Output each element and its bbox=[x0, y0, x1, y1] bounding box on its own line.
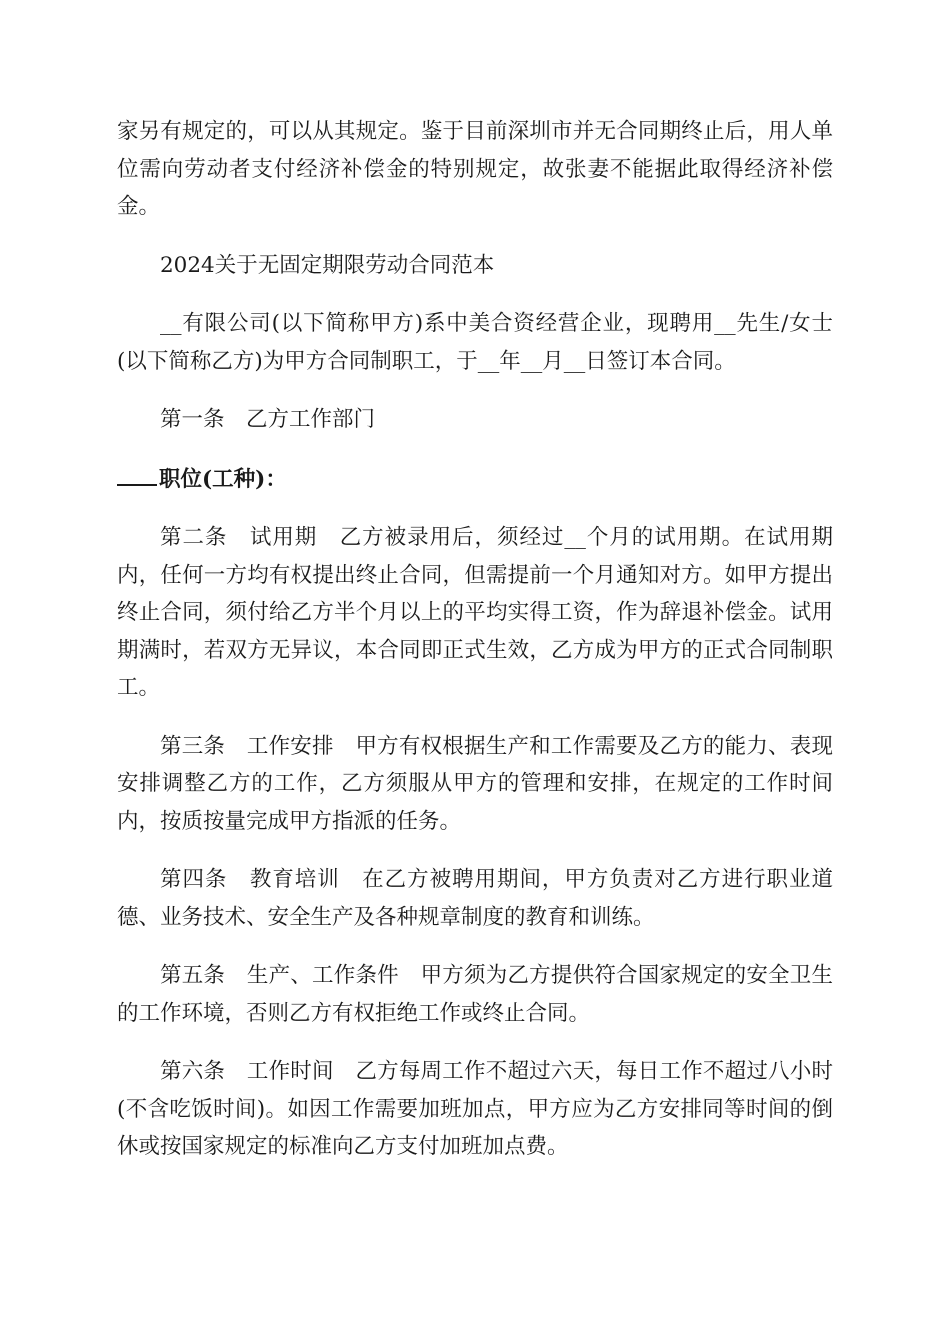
article-3-paragraph: 第三条 工作安排 甲方有权根据生产和工作需要及乙方的能力、表现安排调整乙方的工作，乙方须服从甲方的管理和安排，在规定的工作时间内，按质按量完成甲方指派的任务。 bbox=[117, 733, 833, 834]
position-blank-underline bbox=[117, 460, 157, 486]
document-title: 2024关于无固定期限劳动合同范本 bbox=[160, 252, 495, 278]
intro-continuation-paragraph: 家另有规定的，可以从其规定。鉴于目前深圳市并无合同期终止后，用人单位需向劳动者支付经济补偿金的特别规定，故张妻不能据此取得经济补偿金。 bbox=[117, 119, 833, 219]
position-field-line bbox=[117, 460, 833, 499]
article-4-paragraph: 第四条 教育培训 在乙方被聘用期间，甲方负责对乙方进行职业道德、业务技术、安全生产及各种规章制度的教育和训练。 bbox=[117, 867, 833, 930]
article-2-paragraph: 第二条 试用期 乙方被录用后，须经过__个月的试用期。在试用期内，任何一方均有权提出终止合同，但需提前一个月通知对方。如甲方提出终止合同，须付给乙方半个月以上的平均实得工资，作为辞退补偿金。试用期满时，若双方无异议，本合同即正式生效，乙方成为甲方的正式合同制职工。 bbox=[117, 525, 833, 700]
preamble-paragraph: __有限公司(以下简称甲方)系中美合资经营企业，现聘用__先生/女士(以下简称乙方)为甲方合同制职工，于__年__月__日签订本合同。 bbox=[117, 311, 833, 374]
article-6-paragraph: 第六条 工作时间 乙方每周工作不超过六天，每日工作不超过八小时(不含吃饭时间)。如因工作需要加班加点，甲方应为乙方安排同等时间的倒休或按国家规定的标准向乙方支付加班加点费。 bbox=[117, 1059, 833, 1159]
article-5-paragraph: 第五条 生产、工作条件 甲方须为乙方提供符合国家规定的安全卫生的工作环境，否则乙方有权拒绝工作或终止合同。 bbox=[117, 963, 833, 1026]
document-body bbox=[117, 113, 833, 1187]
article-1-heading: 第一条 乙方工作部门 bbox=[160, 407, 376, 432]
position-label: 职位(工种)： bbox=[159, 466, 287, 492]
